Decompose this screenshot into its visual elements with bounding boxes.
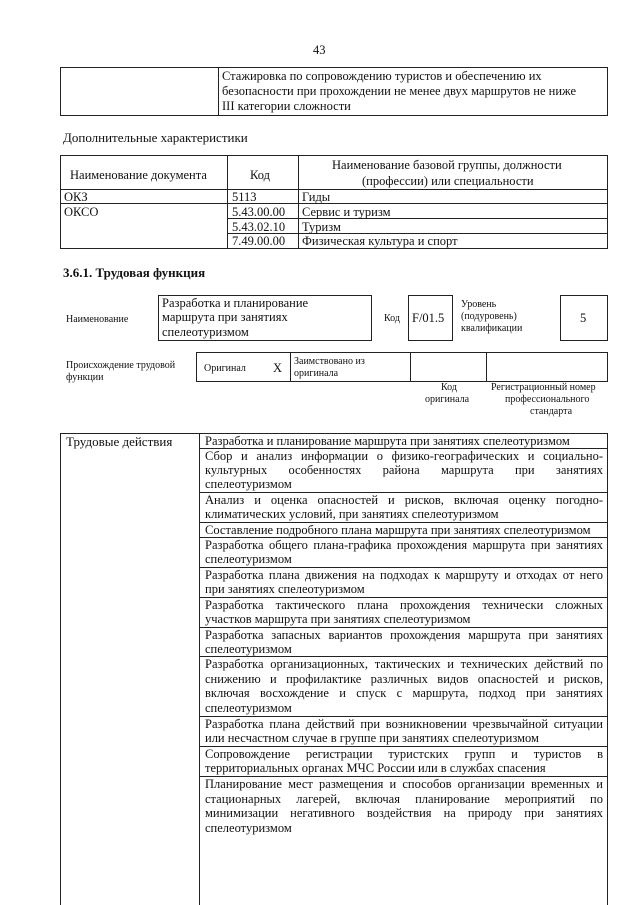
origin-reg-caption: Регистрационный номер — [491, 382, 596, 393]
page-number: 43 — [313, 43, 326, 57]
actions-label: Трудовые действия — [66, 434, 173, 449]
header-doc: Наименование документа — [70, 168, 207, 182]
action-line: спелеотуризмом — [205, 477, 292, 491]
action-line: Разработка общего плана-графика прохождения маршрута при занятиях — [205, 538, 603, 552]
level-value: 5 — [580, 311, 587, 325]
action-line: снижению и профилактике различных видов опасностей и рисков, — [205, 672, 603, 686]
level-label: Уровень — [461, 299, 497, 310]
row-code: 5113 — [232, 190, 257, 204]
top-row-line: Стажировка по сопровождению туристов и обеспечению их — [222, 69, 542, 83]
row-code: 5.43.02.10 — [232, 220, 286, 234]
level-label: квалификации — [461, 323, 523, 334]
action-line: минимизации негативного воздействия на природу при занятиях — [205, 806, 603, 820]
origin-reg-caption: профессионального — [505, 394, 590, 405]
row-name: Сервис и туризм — [302, 205, 391, 219]
action-line: климатических условий, при занятиях спелеотуризмом — [205, 507, 499, 521]
action-line: территориальных органах МЧС России или в службах спасения — [205, 761, 546, 775]
action-line: Планирование мест размещения и способов организации временных и — [205, 777, 603, 791]
row-name: Гиды — [302, 190, 331, 204]
action-line: спелеотуризмом — [205, 701, 292, 715]
name-label: Наименование — [66, 314, 129, 325]
row-doc: ОКЗ — [64, 190, 88, 204]
origin-original: Оригинал — [204, 363, 246, 374]
row-code: 5.43.00.00 — [232, 205, 286, 219]
header-name: (профессии) или специальности — [362, 174, 534, 188]
function-code-value: F/01.5 — [412, 311, 445, 325]
action-line: или несчастном случае в группе при занятиях спелеотуризмом — [205, 731, 539, 745]
header-code: Код — [250, 168, 270, 182]
action-line: Разработка плана действий при возникновении чрезвычайной ситуации — [205, 717, 603, 731]
action-line: Разработка организационных, тактических и технических действий по — [205, 657, 603, 671]
origin-code-caption: оригинала — [425, 394, 470, 405]
row-doc: ОКСО — [64, 205, 99, 219]
top-row-line: безопасности при прохождении не менее двух маршрутов не ниже — [222, 84, 577, 98]
code-label: Код — [384, 313, 400, 324]
origin-borrowed: оригинала — [294, 368, 339, 379]
action-line: включая восхождение и спуск с маршрута, подход при занятиях — [205, 686, 603, 700]
origin-borrowed: Заимствовано из — [294, 356, 365, 367]
action-line: участков маршрута при занятиях спелеотуризмом — [205, 612, 471, 626]
function-name-line: Разработка и планирование — [162, 296, 309, 310]
header-name: Наименование базовой группы, должности — [332, 158, 562, 172]
action-line: Анализ и оценка опасностей и рисков, включая оценку погодно- — [205, 493, 603, 507]
action-line: Разработка плана движения на подходах к маршруту и отходах от него — [205, 568, 603, 582]
level-label: (подуровень) — [461, 311, 517, 322]
action-line: Разработка тактического плана прохождения технически сложных — [205, 598, 603, 612]
function-heading: 3.6.1. Трудовая функция — [63, 265, 206, 280]
origin-reg-caption: стандарта — [530, 406, 573, 417]
row-name: Физическая культура и спорт — [302, 234, 458, 248]
origin-code-caption: Код — [441, 382, 457, 393]
top-row-line: III категории сложности — [222, 99, 351, 113]
additional-heading: Дополнительные характеристики — [63, 130, 248, 145]
action-line: Сбор и анализ информации о физико-географических и социально- — [205, 449, 603, 463]
action-line: Разработка запасных вариантов прохождения маршрута при занятиях — [205, 628, 603, 642]
function-name-line: спелеотуризмом — [162, 325, 249, 339]
row-name: Туризм — [302, 220, 341, 234]
origin-label: функции — [66, 372, 104, 383]
action-line: культурных особенностях района маршрута при занятиях — [205, 463, 603, 477]
origin-mark: X — [273, 361, 283, 375]
action-line: спелеотуризмом — [205, 552, 292, 566]
action-line: при занятиях спелеотуризмом — [205, 582, 365, 596]
action-line: спелеотуризмом — [205, 642, 292, 656]
action-line: Составление подробного плана маршрута при занятиях спелеотуризмом — [205, 523, 591, 537]
row-code: 7.49.00.00 — [232, 234, 286, 248]
function-name-line: маршрута при занятиях — [162, 310, 288, 324]
action-line: стационарных лагерей, включая планирование мероприятий по — [205, 792, 603, 806]
action-line: Разработка и планирование маршрута при занятиях спелеотуризмом — [205, 434, 570, 448]
action-line: спелеотуризмом — [205, 821, 292, 835]
origin-label: Происхождение трудовой — [66, 360, 176, 371]
action-line: Сопровождение регистрации туристских групп и туристов в — [205, 747, 603, 761]
